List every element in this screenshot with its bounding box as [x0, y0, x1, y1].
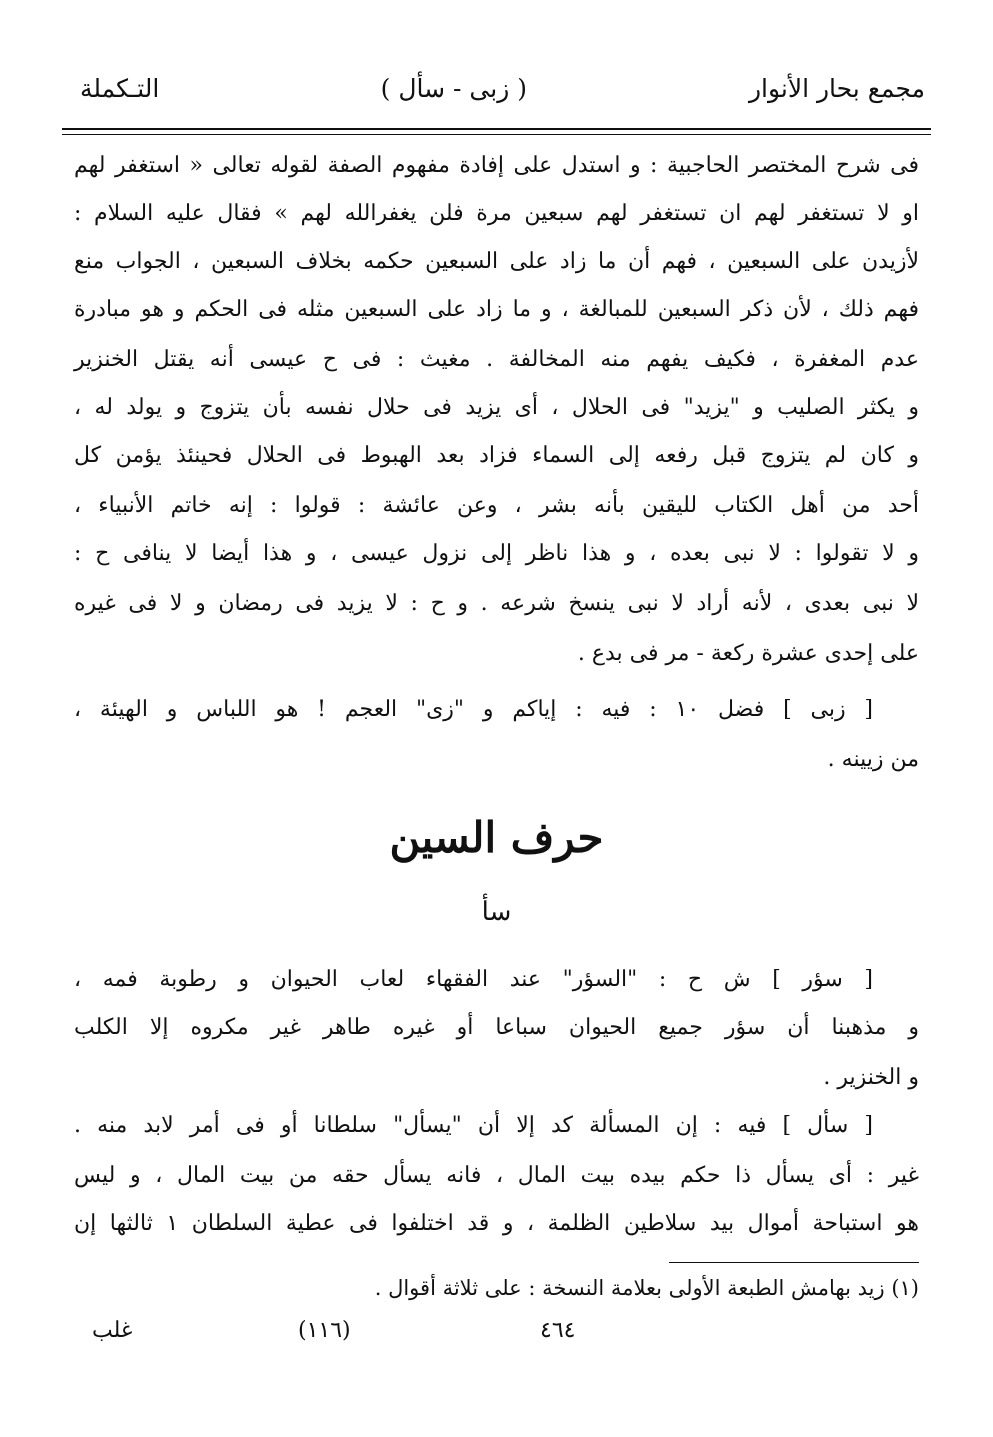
text-line: او لا تستغفر لهم ان تستغفر لهم سبعين مرة فلن يغفرالله لهم » فقال عليه السلام : — [74, 201, 919, 226]
entry-heading-line: [ سؤر ] ش ح : "السؤر" عند الفقهاء لعاب الحيوان و رطوبة فمه ، — [74, 967, 873, 992]
footnote-rule — [669, 1262, 919, 1263]
section-label: التـكملة — [80, 74, 160, 103]
catchword: غلب — [92, 1318, 133, 1343]
text-line: عدم المغفرة ، فكيف يفهم منه المخالفة . مغيث : فى ح عيسى أنه يقتل الخنزير — [74, 347, 919, 372]
text-line: غير : أى يسأل ذا حكم بيده بيت المال ، فانه يسأل حقه من بيت المال ، و ليس — [74, 1163, 919, 1188]
page-number: ٤٦٤ — [540, 1318, 576, 1343]
entry-heading-line: [ زبى ] فضل ١٠ : فيه : إياكم و "زى" العجم ! هو اللباس و الهيئة ، — [74, 697, 873, 722]
entry-heading-line: [ سأل ] فيه : إن المسألة كد إلا أن "يسأل" سلطانا أو فى أمر لابد منه . — [74, 1113, 873, 1138]
header-rule — [62, 128, 931, 130]
letter-title: حرف السين — [389, 813, 604, 862]
page-footer — [80, 1318, 913, 1358]
text-line: لأزيدن على السبعين ، فهم أن ما زاد على السبعين حكمه بخلاف السبعين ، الجواب منع — [74, 249, 919, 274]
text-line: فى شرح المختصر الحاجبية : و استدل على إفادة مفهوم الصفة لقوله تعالى « استغفر لهم — [74, 153, 919, 178]
root-title: سأ — [481, 897, 512, 927]
book-title: مجمع بحار الأنوار — [748, 74, 925, 103]
text-line: و الخنزير . — [823, 1065, 919, 1090]
text-line: لا نبى بعدى ، لأنه أراد لا نبى ينسخ شرعه . و ح : لا يزيد فى رمضان و لا فى غيره — [74, 591, 919, 616]
running-header — [68, 70, 925, 114]
text-line: و كان لم يتزوج قبل رفعه إلى السماء فزاد بعد الهبوط فى الحلال فحينئذ يؤمن كل — [74, 443, 919, 468]
text-line: على إحدى عشرة ركعة - مر فى بدع . — [577, 641, 919, 666]
text-line: فهم ذلك ، لأن ذكر السبعين للمبالغة ، و ما زاد على السبعين مثله فى الحكم و هو مبادرة — [74, 297, 919, 322]
entry-range: ( زبى - سأل ) — [380, 74, 527, 103]
text-line: و يكثر الصليب و "يزيد" فى الحلال ، أى يزيد فى حلال نفسه بأن يتزوج و يولد له ، — [74, 395, 919, 420]
footnote: (١) زيد بهامش الطبعة الأولى بعلامة النسخة : على ثلاثة أقوال . — [374, 1276, 919, 1300]
text-line: من زيينه . — [827, 747, 919, 772]
signature-mark: (١١٦) — [298, 1318, 351, 1343]
text-line: و لا تقولوا : لا نبى بعده ، و هذا ناظر إلى نزول عيسى ، و هذا أيضا لا ينافى ح : — [74, 541, 919, 566]
text-line: أحد من أهل الكتاب لليقين بأنه بشر ، وعن عائشة : قولوا : إنه خاتم الأنبياء ، — [74, 493, 919, 518]
text-line: هو استباحة أموال بيد سلاطين الظلمة ، و قد اختلفوا فى عطية السلطان ١ ثالثها إن — [74, 1211, 919, 1236]
text-line: و مذهبنا أن سؤر جميع الحيوان سباعا أو غيره طاهر غير مكروه إلا الكلب — [74, 1015, 919, 1040]
header-rule-thin — [62, 134, 931, 135]
